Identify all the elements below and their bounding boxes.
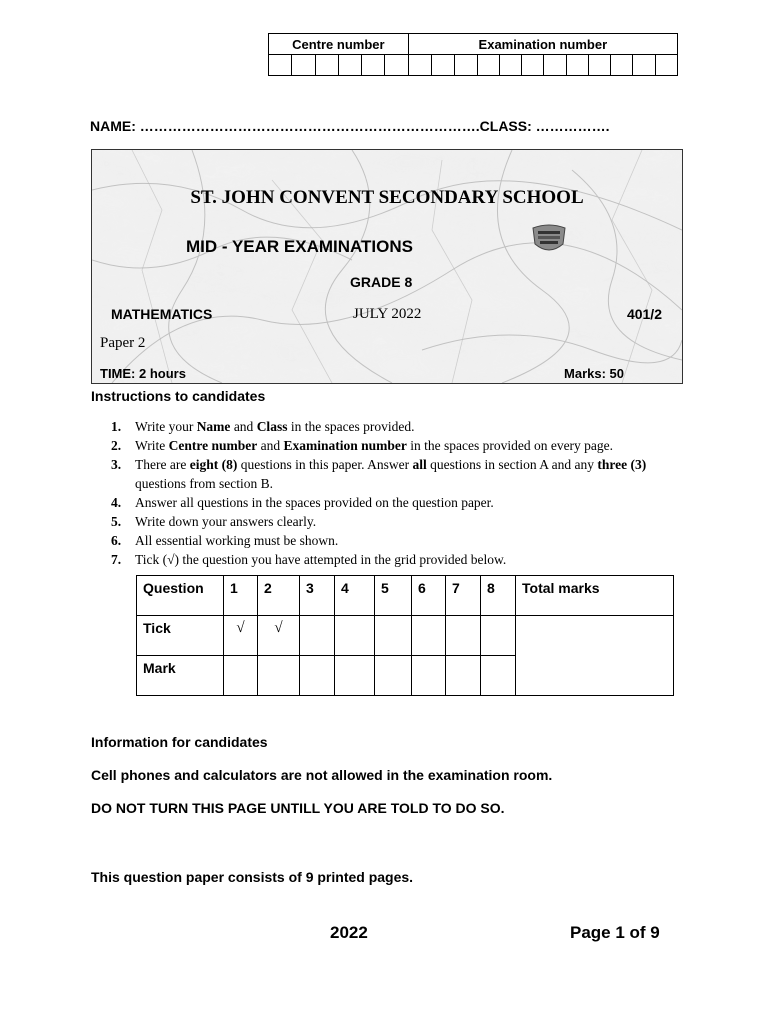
mark-cell[interactable] xyxy=(375,656,412,696)
instruction-number: 5. xyxy=(111,514,122,529)
question-header: Question xyxy=(137,576,224,616)
question-number: 7 xyxy=(446,576,481,616)
instruction-number: 1. xyxy=(111,419,122,434)
question-grid xyxy=(136,575,674,696)
centre-number-box[interactable] xyxy=(338,55,361,76)
centre-number-box[interactable] xyxy=(269,55,292,76)
mark-cell[interactable] xyxy=(335,656,375,696)
exam-number-box[interactable] xyxy=(431,55,454,76)
grade-label: GRADE 8 xyxy=(350,274,413,290)
instruction-item xyxy=(111,493,691,512)
examination-number-label: Examination number xyxy=(408,34,677,55)
instruction-item xyxy=(111,455,691,493)
instruction-text: Tick (√) the question you have attempted in the grid provided below. xyxy=(135,552,507,567)
exam-number-box[interactable] xyxy=(544,55,566,76)
mark-cell[interactable] xyxy=(481,656,516,696)
centre-number-box[interactable] xyxy=(315,55,338,76)
school-crest-icon xyxy=(529,222,569,256)
total-marks-cell[interactable] xyxy=(516,616,674,696)
centre-number-box[interactable] xyxy=(292,55,315,76)
instruction-item xyxy=(111,417,691,436)
tick-cell[interactable] xyxy=(481,616,516,656)
question-number: 3 xyxy=(300,576,335,616)
question-number: 5 xyxy=(375,576,412,616)
instruction-item xyxy=(111,512,691,531)
footer-year: 2022 xyxy=(330,923,368,942)
subject-label: MATHEMATICS xyxy=(111,306,213,322)
exam-number-box[interactable] xyxy=(588,55,610,76)
centre-number-label: Centre number xyxy=(269,34,409,55)
tick-row-label: Tick xyxy=(137,616,224,656)
instructions-list xyxy=(111,417,691,569)
instruction-text: All essential working must be shown. xyxy=(135,533,339,548)
total-marks-header: Total marks xyxy=(516,576,674,616)
mark-cell[interactable] xyxy=(300,656,335,696)
instruction-item xyxy=(111,436,691,455)
footer-page-number: Page 1 of 9 xyxy=(570,923,660,942)
question-number: 2 xyxy=(258,576,300,616)
instruction-text: There are eight (8) questions in this paper. Answer all questions in section A and any three (3) questions from section B. xyxy=(135,457,647,491)
instruction-item xyxy=(111,550,691,569)
tick-cell[interactable] xyxy=(412,616,446,656)
instruction-number: 2. xyxy=(111,438,122,453)
school-name: ST. JOHN CONVENT SECONDARY SCHOOL xyxy=(190,187,584,208)
exam-number-box[interactable] xyxy=(611,55,633,76)
instruction-text: Answer all questions in the spaces provided on the question paper. xyxy=(135,495,494,510)
tick-cell[interactable] xyxy=(300,616,335,656)
question-number: 4 xyxy=(335,576,375,616)
marble-background xyxy=(92,150,682,383)
question-number: 6 xyxy=(412,576,446,616)
exam-number-box[interactable] xyxy=(633,55,655,76)
instruction-text: Write down your answers clearly. xyxy=(135,514,317,529)
tick-cell[interactable]: √ xyxy=(224,616,258,656)
tick-cell[interactable] xyxy=(446,616,481,656)
paper-code: 401/2 xyxy=(626,306,662,322)
exam-title: MID - YEAR EXAMINATIONS xyxy=(186,237,413,256)
instruction-number: 6. xyxy=(111,533,122,548)
instruction-text: Write Centre number and Examination number in the spaces provided on every page. xyxy=(135,438,614,453)
exam-number-box[interactable] xyxy=(477,55,499,76)
exam-number-box[interactable] xyxy=(522,55,544,76)
candidate-number-grid xyxy=(268,33,678,76)
centre-number-box[interactable] xyxy=(362,55,385,76)
exam-number-box[interactable] xyxy=(655,55,677,76)
information-phones: Cell phones and calculators are not allowed in the examination room. xyxy=(91,767,553,783)
instruction-text: Write your Name and Class in the spaces provided. xyxy=(135,419,415,434)
exam-number-box[interactable] xyxy=(455,55,477,76)
exam-date: JULY 2022 xyxy=(353,306,422,322)
time-allowed: TIME: 2 hours xyxy=(100,366,186,381)
mark-cell[interactable] xyxy=(412,656,446,696)
instructions-heading: Instructions to candidates xyxy=(91,388,266,404)
exam-number-box[interactable] xyxy=(408,55,431,76)
paper-number: Paper 2 xyxy=(100,335,146,351)
tick-cell[interactable]: √ xyxy=(258,616,300,656)
mark-row-label: Mark xyxy=(137,656,224,696)
tick-cell[interactable] xyxy=(375,616,412,656)
information-heading: Information for candidates xyxy=(91,734,268,750)
information-page-count: This question paper consists of 9 printed pages. xyxy=(91,869,414,885)
centre-number-box[interactable] xyxy=(385,55,408,76)
mark-cell[interactable] xyxy=(446,656,481,696)
exam-number-box[interactable] xyxy=(566,55,588,76)
tick-cell[interactable] xyxy=(335,616,375,656)
instruction-number: 3. xyxy=(111,457,122,472)
instruction-number: 7. xyxy=(111,552,122,567)
name-class-line[interactable]: NAME: ……………………………………………………………….CLASS: ……………. xyxy=(90,118,610,134)
question-number: 1 xyxy=(224,576,258,616)
information-do-not-turn: DO NOT TURN THIS PAGE UNTILL YOU ARE TOLD TO DO SO. xyxy=(91,800,505,816)
instruction-number: 4. xyxy=(111,495,122,510)
instruction-item xyxy=(111,531,691,550)
question-number: 8 xyxy=(481,576,516,616)
exam-banner xyxy=(91,149,683,384)
mark-cell[interactable] xyxy=(224,656,258,696)
exam-number-box[interactable] xyxy=(499,55,521,76)
total-marks: Marks: 50 xyxy=(564,366,624,381)
mark-cell[interactable] xyxy=(258,656,300,696)
